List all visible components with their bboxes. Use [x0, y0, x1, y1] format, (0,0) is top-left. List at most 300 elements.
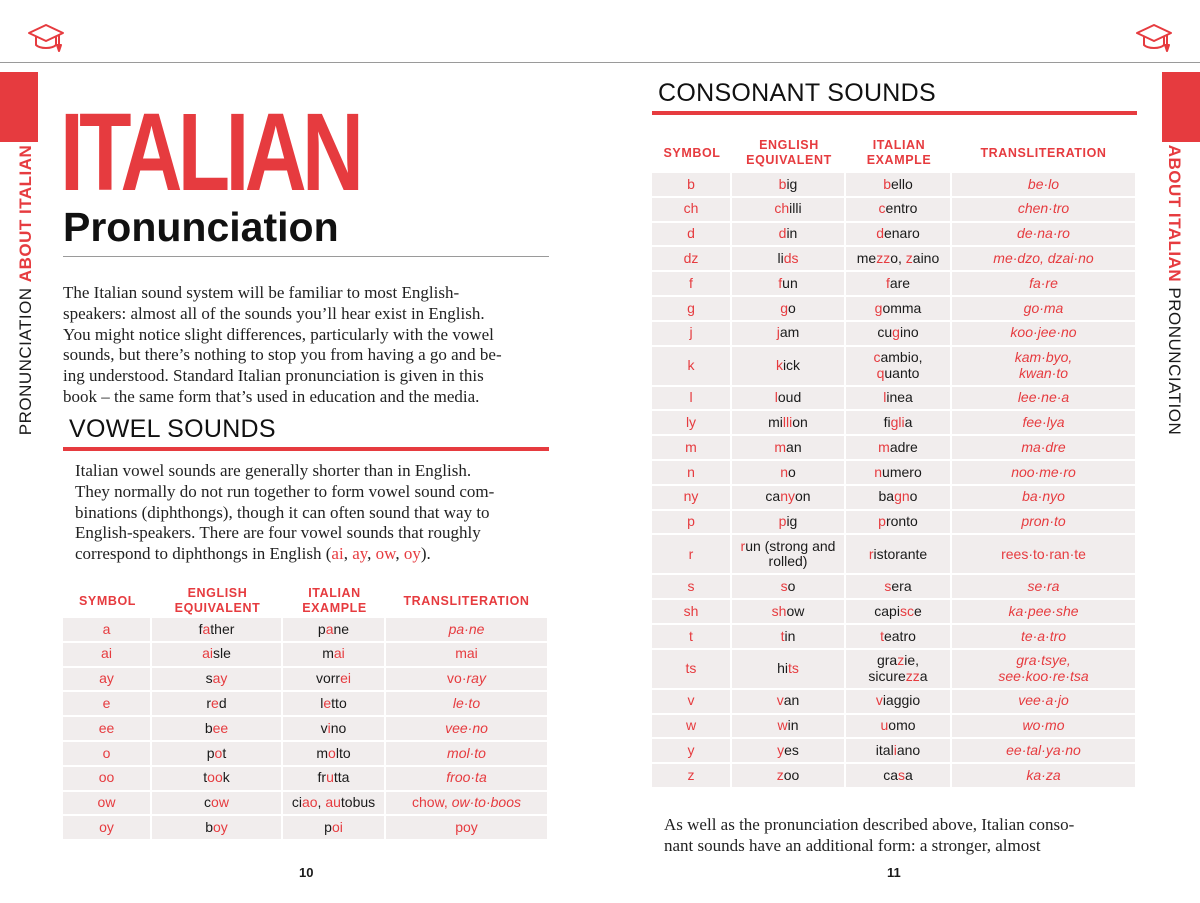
cell-segment: u — [880, 717, 889, 734]
column-header: TRANSLITERATION — [403, 593, 530, 608]
cell-segment: s — [898, 766, 905, 783]
cell-segment: ao — [301, 794, 318, 811]
cell-segment: r — [868, 545, 874, 562]
cell-segment: ther — [210, 620, 235, 637]
diphthong-ow: ow — [375, 544, 396, 564]
symbol-cell: ts — [652, 650, 732, 688]
cell-segment: p — [778, 513, 787, 530]
cell-segment: u — [326, 769, 334, 786]
cell-segment: poy — [455, 819, 478, 836]
cell-segment: o — [214, 744, 223, 761]
cell-segment: ai — [333, 645, 345, 662]
cell-segment: ca — [765, 488, 781, 505]
cell-segment: ray — [466, 670, 486, 687]
cell-segment: ci — [291, 794, 302, 811]
symbol-cell: oo — [63, 767, 152, 790]
cell-segment: p — [206, 744, 215, 761]
cell-segment: p — [324, 819, 332, 836]
cell-segment: g — [780, 299, 788, 316]
english-equivalent-cell — [732, 625, 846, 648]
cell-segment: ny — [780, 488, 795, 505]
cell-segment: t — [780, 627, 785, 644]
italian-example-cell — [846, 173, 952, 196]
symbol-cell: e — [63, 692, 152, 715]
cell-segment: entro — [885, 200, 918, 217]
side-label-plain: PRONUNCIATION — [1165, 282, 1184, 436]
symbol-cell: ai — [63, 643, 152, 666]
cell-segment: an — [783, 692, 800, 709]
transliteration-cell — [386, 792, 547, 815]
cell-segment: era — [891, 578, 912, 594]
cell-segment: o — [328, 744, 336, 761]
cell-segment: t — [222, 744, 227, 761]
transliteration-cell — [386, 717, 547, 740]
italian-example-cell — [283, 816, 386, 839]
italian-example-cell — [846, 690, 952, 713]
italian-example-cell — [283, 618, 386, 641]
english-equivalent-cell — [732, 511, 846, 534]
cell-segment: m — [774, 438, 787, 455]
side-label-right — [1164, 145, 1184, 436]
cell-segment: o, — [890, 250, 906, 267]
transliteration-cell — [386, 668, 547, 691]
symbol-cell: f — [652, 272, 732, 295]
english-equivalent-cell — [732, 739, 846, 762]
cell-segment: t — [880, 627, 884, 644]
table-row — [652, 411, 1135, 434]
table-row — [652, 272, 1135, 295]
table-row — [652, 436, 1135, 459]
closing-line: As well as the pronunciation described above, Italian conso- — [664, 815, 1075, 834]
symbol-cell: a — [63, 618, 152, 641]
cell-segment: ka·pee·she — [1008, 602, 1079, 619]
transliteration-cell — [952, 486, 1135, 509]
cell-segment: v — [320, 719, 328, 736]
intro-line: You might notice slight differences, particularly with the vowel — [63, 324, 494, 344]
italian-example-cell — [846, 461, 952, 484]
cell-segment: a — [905, 766, 913, 783]
italian-example-cell — [283, 692, 386, 715]
transliteration-cell — [952, 625, 1135, 648]
italian-example-cell — [846, 715, 952, 738]
page-title: ITALIAN — [60, 91, 360, 214]
english-equivalent-cell — [152, 742, 283, 765]
table-row — [652, 600, 1135, 623]
italian-example-cell — [846, 625, 952, 648]
cell-segment: ma·dre — [1021, 438, 1066, 455]
vowel-line: Italian vowel sounds are generally shorter than in English. — [75, 461, 472, 480]
cell-segment: omma — [882, 299, 922, 316]
italian-example-cell — [846, 436, 952, 459]
english-equivalent-cell — [152, 717, 283, 740]
english-equivalent-cell — [732, 600, 846, 623]
italian-example-cell — [283, 643, 386, 666]
cell-segment: ick — [782, 356, 801, 373]
transliteration-cell — [952, 650, 1135, 688]
cell-segment: l — [774, 389, 778, 406]
cell-segment: k — [222, 769, 230, 786]
vowel-line: English-speakers. There are four vowel sounds that roughly — [75, 523, 481, 543]
cell-segment: un — [782, 274, 798, 291]
symbol-cell: g — [652, 297, 732, 320]
vowel-line: They normally do not run together to form vowel sound com- — [75, 481, 495, 501]
symbol-cell: o — [63, 742, 152, 765]
symbol-cell: ly — [652, 411, 732, 434]
cell-segment: sle — [213, 645, 231, 662]
cell-segment: an — [786, 438, 802, 455]
cell-segment: d — [876, 225, 884, 242]
cell-segment: s — [780, 578, 788, 594]
intro-line: sounds, but there’s nothing to stop you from having a go and be- — [63, 345, 502, 365]
cell-segment: i — [893, 741, 897, 758]
cell-segment: e — [211, 695, 219, 712]
cell-segment: m — [316, 744, 329, 761]
symbol-cell: dz — [652, 247, 732, 270]
english-equivalent-cell — [732, 247, 846, 270]
cell-segment: b — [883, 175, 891, 192]
transliteration-cell — [386, 618, 547, 641]
cell-segment: m — [878, 438, 890, 455]
cell-segment: q — [876, 364, 885, 381]
transliteration-cell — [952, 575, 1135, 598]
cell-segment: oo — [783, 766, 800, 783]
cell-segment: oud — [777, 389, 802, 406]
cell-segment: lee·ne·a — [1017, 389, 1070, 406]
cell-segment: de·na·ro — [1017, 225, 1070, 242]
column-header: ITALIAN EXAMPLE — [866, 138, 932, 167]
cell-segment: p — [878, 513, 886, 530]
cell-segment: koo·jee·no — [1010, 324, 1077, 341]
cell-segment: , — [317, 794, 326, 811]
cell-segment: f — [198, 620, 203, 637]
cell-segment: ow — [211, 794, 229, 811]
vowel-line: binations (diphthongs), though it can often sound that way to — [75, 502, 490, 522]
transliteration-cell — [952, 739, 1135, 762]
english-equivalent-cell — [152, 792, 283, 815]
cell-segment: ital — [875, 741, 894, 758]
transliteration-cell — [952, 247, 1135, 270]
cell-segment: g — [892, 324, 900, 341]
cell-segment: enaro — [883, 225, 920, 242]
cell-segment: z — [905, 250, 913, 267]
transliteration-cell — [386, 643, 547, 666]
symbol-cell: ch — [652, 198, 732, 221]
cell-segment: tta — [333, 769, 350, 786]
cell-segment: f — [778, 274, 783, 291]
english-equivalent-cell — [152, 668, 283, 691]
cell-segment: l — [883, 389, 887, 406]
italian-example-cell — [846, 411, 952, 434]
italian-example-cell — [283, 792, 386, 815]
cell-segment: gra·tsye, — [1016, 652, 1071, 669]
cell-segment: t — [203, 769, 208, 786]
table-row — [652, 173, 1135, 196]
italian-example-cell — [846, 247, 952, 270]
symbol-cell: w — [652, 715, 732, 738]
transliteration-cell — [952, 198, 1135, 221]
symbol-cell: j — [652, 322, 732, 345]
graduation-cap-icon — [1134, 18, 1174, 58]
cell-segment: zz — [905, 667, 920, 684]
cell-segment: eatro — [883, 627, 916, 644]
table-row — [63, 618, 547, 641]
symbol-cell: ay — [63, 668, 152, 691]
cell-segment: gra — [876, 652, 898, 669]
symbol-cell: ny — [652, 486, 732, 509]
table-row — [63, 643, 547, 666]
cell-segment: ee — [212, 719, 229, 736]
vowel-sounds-heading: VOWEL SOUNDS — [69, 415, 276, 443]
table-row — [63, 742, 547, 765]
symbol-cell: k — [652, 347, 732, 385]
symbol-cell: l — [652, 387, 732, 410]
italian-example-cell — [846, 198, 952, 221]
symbol-cell: ow — [63, 792, 152, 815]
cell-segment: s — [884, 578, 892, 594]
cell-segment: n — [780, 463, 788, 480]
cell-segment: ello — [891, 175, 913, 192]
vowel-sounds-table — [63, 584, 547, 841]
cell-segment: wo·mo — [1022, 717, 1065, 734]
transliteration-cell — [952, 511, 1135, 534]
cell-segment: cu — [877, 324, 893, 341]
cell-segment: p — [317, 620, 326, 637]
cell-segment: on — [795, 488, 811, 505]
column-header: TRANSLITERATION — [980, 145, 1107, 160]
cell-segment: c — [204, 794, 212, 811]
table-row — [652, 387, 1135, 410]
italian-example-cell — [846, 486, 952, 509]
side-label-left — [16, 145, 36, 436]
cell-segment: w — [777, 717, 788, 734]
column-header: SYMBOL — [78, 593, 137, 608]
transliteration-cell — [952, 535, 1135, 573]
intro-line: book – the same form that’s used in education and the media. — [63, 386, 480, 406]
cell-segment: a — [202, 620, 211, 637]
intro-line: The Italian sound system will be familiar to most English- — [63, 283, 460, 302]
transliteration-cell — [952, 411, 1135, 434]
table-row — [652, 764, 1135, 787]
table-row — [652, 322, 1135, 345]
table-row — [63, 792, 547, 815]
english-equivalent-cell — [152, 767, 283, 790]
cell-segment: oo — [207, 769, 223, 786]
cell-segment: am — [779, 324, 800, 341]
italian-example-cell — [846, 511, 952, 534]
vowel-line-text: correspond to diphthongs in English ( — [75, 544, 332, 564]
cell-segment: o — [909, 488, 918, 505]
transliteration-cell — [952, 173, 1135, 196]
cell-segment: mol·to — [447, 744, 486, 761]
cell-segment: g — [874, 299, 883, 316]
italian-example-cell — [846, 764, 952, 787]
cell-segment: l — [320, 695, 324, 712]
cell-segment: d — [218, 695, 227, 712]
cell-segment: ay — [212, 670, 228, 687]
english-equivalent-cell — [732, 436, 846, 459]
cell-segment: e — [323, 695, 332, 712]
table-row — [652, 297, 1135, 320]
cell-segment: illi — [789, 200, 802, 217]
cell-segment: z — [897, 652, 905, 669]
transliteration-cell — [952, 387, 1135, 410]
cell-segment: me·dzo, dzai·no — [993, 250, 1094, 267]
cell-segment: rees·to·ran·te — [1001, 545, 1086, 562]
cell-segment: me — [856, 250, 877, 267]
intro-line: ing understood. Standard Italian pronunciation is given in this — [63, 366, 484, 386]
table-row — [652, 198, 1135, 221]
cell-segment: iaggio — [882, 692, 921, 709]
italian-example-cell — [846, 387, 952, 410]
consonant-sounds-heading: CONSONANT SOUNDS — [658, 79, 936, 107]
closing-line: nant sounds have an additional form: a stronger, almost — [664, 835, 1041, 855]
cell-segment: v — [776, 692, 784, 709]
cell-segment: ig — [786, 513, 798, 530]
cell-segment: ambio, — [880, 349, 923, 366]
cell-segment: ba·nyo — [1022, 488, 1065, 505]
cell-segment: mi — [768, 414, 783, 431]
header-rule — [0, 62, 1200, 63]
cell-segment: e — [913, 602, 922, 619]
cell-segment: istorante — [873, 545, 928, 562]
transliteration-cell — [952, 600, 1135, 623]
cell-segment: oy — [213, 819, 228, 836]
english-equivalent-cell — [152, 618, 283, 641]
cell-segment: a — [904, 414, 913, 431]
cell-segment: b — [205, 819, 213, 836]
symbol-cell: ee — [63, 717, 152, 740]
cell-segment: see·koo·re·tsa — [998, 667, 1089, 684]
english-equivalent-cell — [732, 411, 846, 434]
cell-segment: fi — [883, 414, 891, 431]
cell-segment: m — [322, 645, 334, 662]
english-equivalent-cell — [732, 715, 846, 738]
transliteration-cell — [952, 461, 1135, 484]
cell-segment: sc — [899, 602, 914, 619]
cell-segment: chen·tro — [1017, 200, 1070, 217]
english-equivalent-cell — [732, 223, 846, 246]
english-equivalent-cell — [152, 692, 283, 715]
cell-segment: fr — [317, 769, 327, 786]
cell-segment: es — [784, 741, 799, 758]
separator: , — [343, 544, 353, 564]
cell-segment: gn — [894, 488, 910, 505]
transliteration-cell — [952, 764, 1135, 787]
symbol-cell: t — [652, 625, 732, 648]
english-equivalent-cell — [732, 297, 846, 320]
italian-example-cell — [846, 297, 952, 320]
symbol-cell: oy — [63, 816, 152, 839]
table-row — [652, 461, 1135, 484]
english-equivalent-cell — [732, 764, 846, 787]
cell-segment: sh — [771, 602, 787, 619]
cell-segment: vee·a·jo — [1018, 692, 1069, 709]
section-tab-right — [1162, 72, 1200, 142]
table-header-row — [63, 586, 547, 616]
column-header: ITALIAN EXAMPLE — [302, 586, 367, 615]
cell-segment: froo·ta — [446, 769, 487, 786]
table-row — [652, 347, 1135, 385]
symbol-cell: b — [652, 173, 732, 196]
section-tab-left — [0, 72, 38, 142]
cell-segment: ch — [774, 200, 790, 217]
english-equivalent-cell — [732, 387, 846, 410]
cell-segment: zz — [876, 250, 891, 267]
cell-segment: go·ma — [1023, 299, 1064, 316]
table-row — [652, 650, 1135, 688]
vowel-paragraph — [75, 461, 555, 565]
cell-segment: ig — [786, 175, 798, 192]
column-header: ENGLISH EQUIVALENT — [746, 138, 832, 167]
cell-segment: in — [787, 717, 799, 734]
page-number-left: 10 — [299, 865, 314, 880]
table-row — [652, 625, 1135, 648]
cell-segment: n — [874, 463, 883, 480]
symbol-cell: y — [652, 739, 732, 762]
transliteration-cell — [386, 742, 547, 765]
italian-example-cell — [283, 767, 386, 790]
page-subtitle: Pronunciation — [63, 204, 339, 250]
cell-segment: o — [788, 463, 796, 480]
table-row — [652, 535, 1135, 573]
italian-example-cell — [846, 223, 952, 246]
cell-segment: fa·re — [1029, 274, 1058, 291]
graduation-cap-icon — [26, 18, 66, 58]
side-label-accent: ABOUT ITALIAN — [16, 144, 35, 283]
cell-segment: kwan·to — [1018, 364, 1069, 381]
italian-example-cell — [846, 272, 952, 295]
cell-segment: vee·no — [445, 719, 488, 736]
cell-segment: ow·to·boos — [451, 794, 521, 811]
english-equivalent-cell — [732, 575, 846, 598]
table-row — [652, 223, 1135, 246]
cell-segment: y — [777, 741, 785, 758]
symbol-cell: r — [652, 535, 732, 573]
cell-segment: ca — [883, 766, 898, 783]
cell-segment: b — [778, 175, 787, 192]
cell-segment: in — [784, 627, 796, 644]
transliteration-cell — [386, 816, 547, 839]
symbol-cell: n — [652, 461, 732, 484]
cell-segment: ka·za — [1026, 766, 1061, 783]
cell-segment: ne — [333, 620, 350, 637]
cell-segment: uanto — [884, 364, 920, 381]
italian-example-cell — [846, 650, 952, 688]
cell-segment: un (strong and — [745, 537, 836, 554]
transliteration-cell — [952, 322, 1135, 345]
cell-segment: chow, — [412, 794, 452, 811]
cell-segment: rolled) — [768, 553, 808, 570]
cell-segment: k — [775, 356, 783, 373]
cell-segment: lto — [335, 744, 351, 761]
closing-paragraph — [664, 815, 1144, 857]
italian-example-cell — [283, 668, 386, 691]
english-equivalent-cell — [732, 272, 846, 295]
symbol-cell: s — [652, 575, 732, 598]
italian-example-cell — [846, 575, 952, 598]
cell-segment: ino — [899, 324, 919, 341]
symbol-cell: z — [652, 764, 732, 787]
consonant-heading-rule — [652, 111, 1137, 115]
transliteration-cell — [952, 436, 1135, 459]
cell-segment: ronto — [885, 513, 918, 530]
cell-segment: v — [875, 692, 883, 709]
cell-segment: a — [325, 620, 334, 637]
cell-segment: te·a·tro — [1020, 627, 1067, 644]
transliteration-cell — [952, 690, 1135, 713]
cell-segment: kam·byo, — [1014, 349, 1073, 366]
cell-segment: pa·ne — [448, 620, 485, 637]
